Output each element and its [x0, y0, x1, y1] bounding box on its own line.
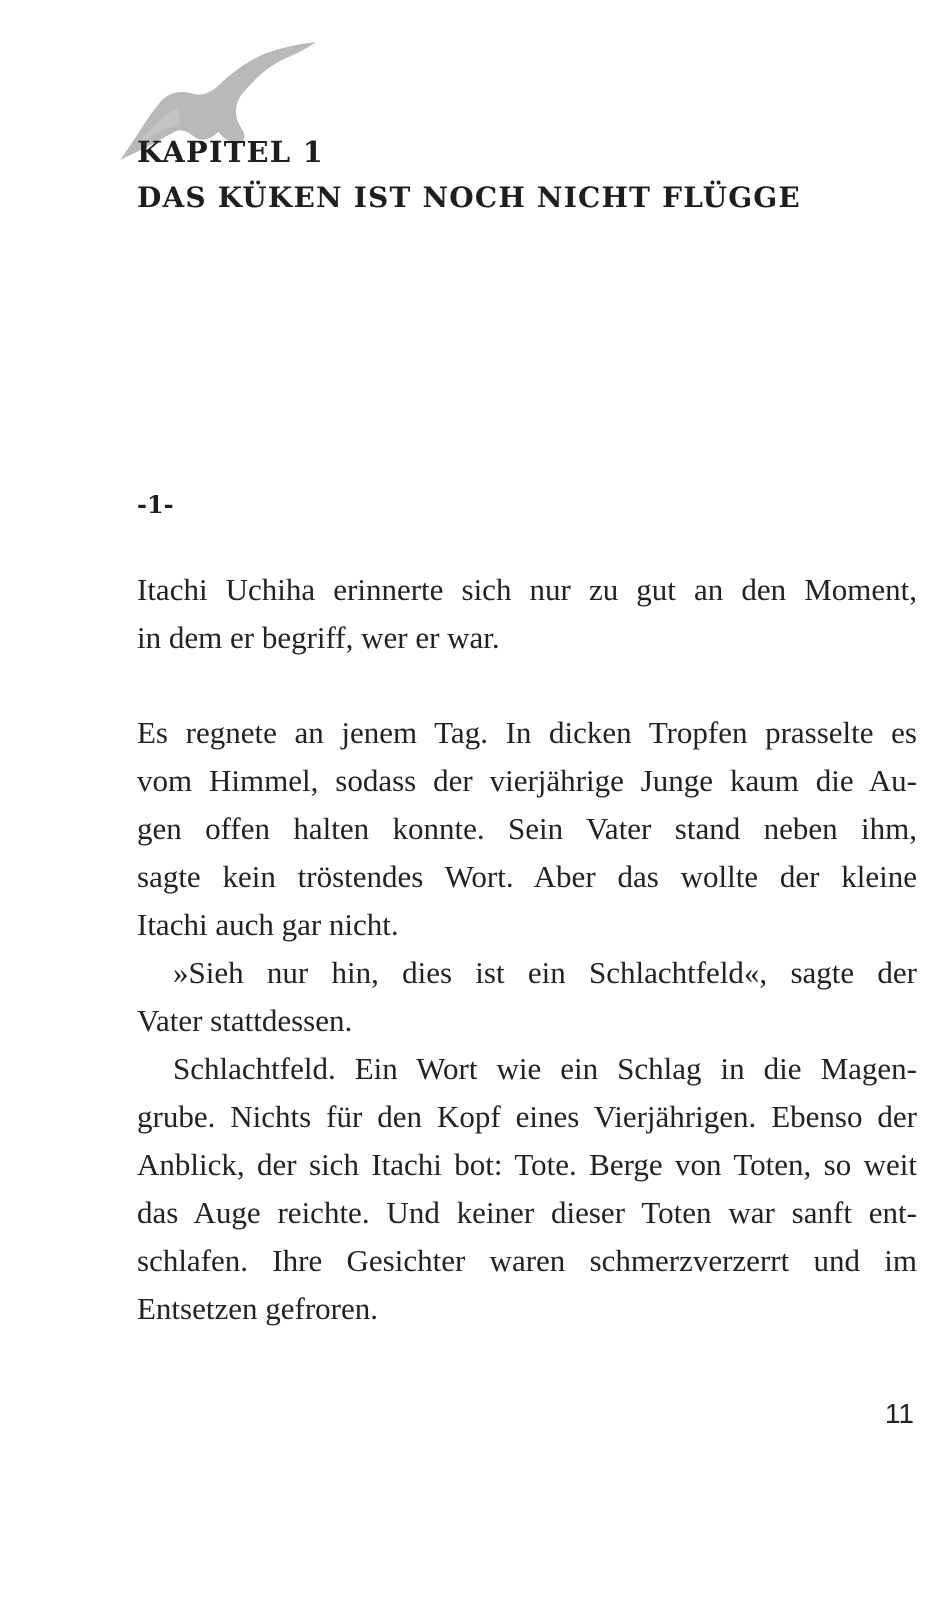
text-line: schlafen. Ihre Gesichter waren schmerzverzerrt und im [137, 1243, 917, 1278]
text-line: das Auge reichte. Und keiner dieser Toten war sanft ent- [137, 1195, 917, 1230]
paragraph-2 [137, 709, 917, 1333]
text-line: vom Himmel, sodass der vierjährige Junge kaum die Au- [137, 763, 917, 798]
text-line: Vater stattdessen. [137, 1003, 353, 1038]
chapter-label: KAPITEL 1 [137, 135, 325, 169]
text-line: gen offen halten konnte. Sein Vater stand neben ihm, [137, 811, 917, 846]
text-line: »Sieh nur hin, dies ist ein Schlachtfeld«, sagte der [173, 955, 917, 990]
page-number: 11 [884, 1398, 914, 1429]
chapter-title: DAS KÜKEN IST NOCH NICHT FLÜGGE [137, 181, 801, 214]
text-line: sagte kein tröstendes Wort. Aber das wollte der kleine [137, 859, 917, 894]
paragraph-1 [137, 566, 917, 662]
text-line: Schlachtfeld. Ein Wort wie ein Schlag in die Magen- [173, 1051, 917, 1086]
text-line: Itachi Uchiha erinnerte sich nur zu gut an den Moment, [137, 572, 917, 607]
section-number: -1- [137, 490, 174, 519]
text-line: grube. Nichts für den Kopf eines Vierjährigen. Ebenso der [137, 1099, 917, 1134]
chapter-heading [137, 135, 801, 214]
text-line: in dem er begriff, wer er war. [137, 620, 500, 655]
text-line: Es regnete an jenem Tag. In dicken Tropfen prasselte es [137, 715, 917, 750]
text-line: Itachi auch gar nicht. [137, 907, 399, 942]
text-line: Anblick, der sich Itachi bot: Tote. Berge von Toten, so weit [137, 1147, 917, 1182]
text-line: Entsetzen gefroren. [137, 1291, 378, 1326]
